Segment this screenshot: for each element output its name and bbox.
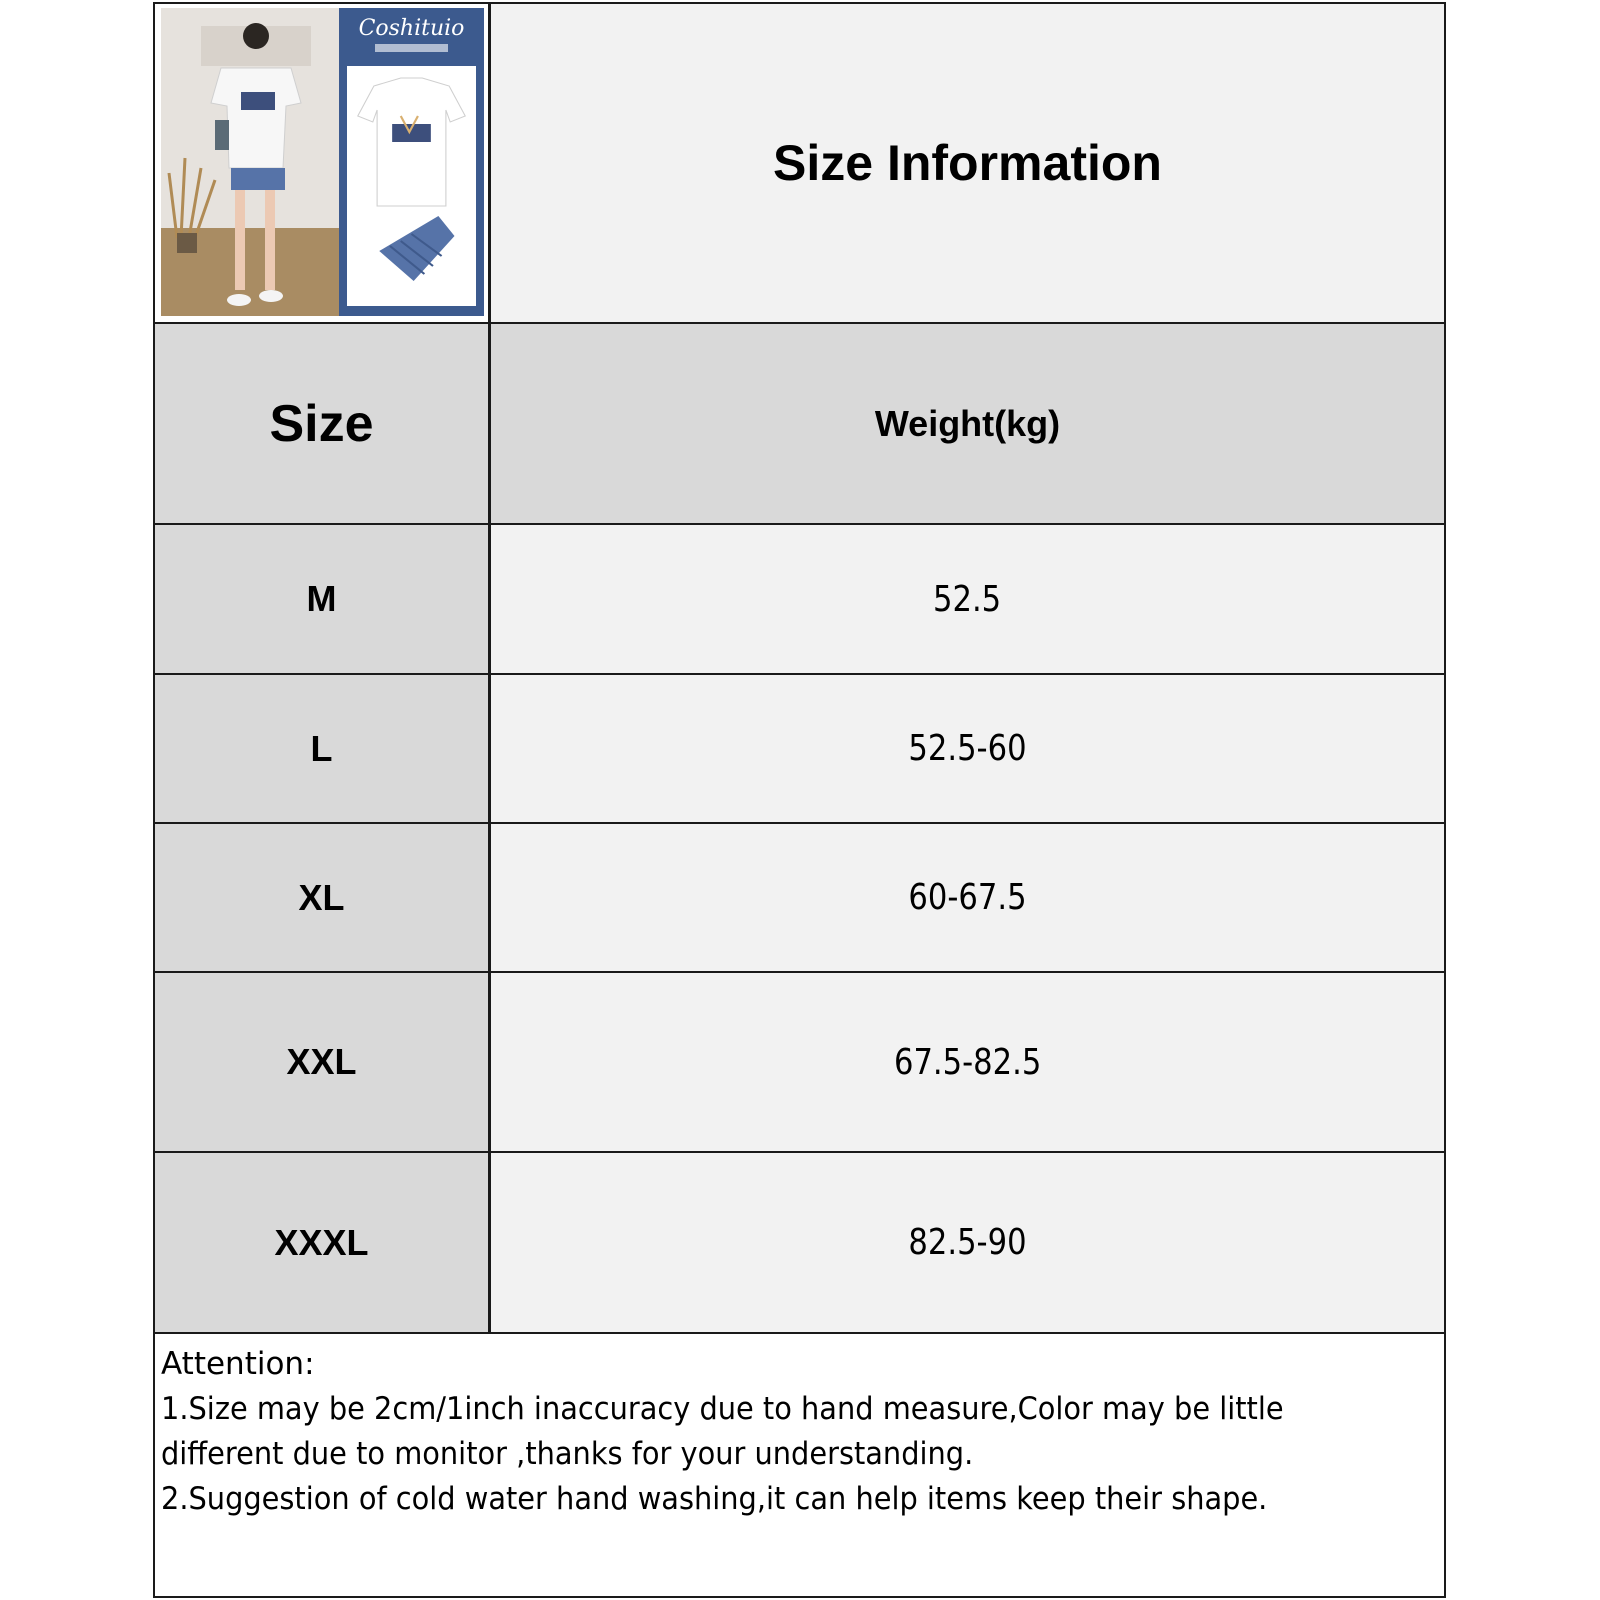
size-header-label: Size <box>269 394 374 453</box>
size-value: M <box>306 578 337 619</box>
column-header-row <box>155 324 1444 525</box>
notes-line-2: different due to monitor ,thanks for your understanding. <box>161 1436 974 1472</box>
header-row <box>155 4 1444 324</box>
weight-cell <box>491 1153 1444 1332</box>
weight-value: 67.5-82.5 <box>893 1041 1042 1083</box>
size-cell <box>155 525 491 673</box>
product-photo <box>161 8 484 316</box>
product-items-illustration <box>347 66 476 306</box>
notes-heading: Attention: <box>161 1346 315 1382</box>
attention-notes <box>155 1334 1444 1596</box>
size-value: L <box>310 727 333 769</box>
size-cell <box>155 824 491 971</box>
size-chart-sheet <box>153 2 1446 1598</box>
weight-cell <box>491 824 1444 971</box>
title-cell <box>491 4 1444 322</box>
size-value: XXXL <box>274 1221 369 1263</box>
brand-subtitle-bar <box>375 44 448 52</box>
weight-value: 82.5-90 <box>908 1222 1027 1263</box>
size-column-header <box>155 324 491 523</box>
page-title: Size Information <box>773 135 1162 191</box>
brand-logo: Coshituio <box>358 16 465 41</box>
size-value: XXL <box>286 1041 357 1082</box>
table-row <box>155 973 1444 1153</box>
weight-cell <box>491 675 1444 822</box>
weight-value: 52.5 <box>933 578 1002 620</box>
size-cell <box>155 675 491 822</box>
notes-line-1: 1.Size may be 2cm/1inch inaccuracy due to hand measure,Color may be little <box>161 1391 1284 1427</box>
table-row <box>155 525 1444 675</box>
table-row <box>155 824 1444 973</box>
model-illustration <box>161 8 339 316</box>
weight-cell <box>491 525 1444 673</box>
model-photo <box>161 8 339 316</box>
size-cell <box>155 1153 491 1332</box>
product-image-cell <box>155 4 491 322</box>
product-card <box>347 66 476 306</box>
product-panel <box>339 8 484 316</box>
weight-value: 52.5-60 <box>908 728 1027 769</box>
size-cell <box>155 973 491 1151</box>
size-value: XL <box>298 876 345 918</box>
weight-header-label: Weight(kg) <box>874 402 1061 444</box>
table-row <box>155 675 1444 824</box>
table-row <box>155 1153 1444 1334</box>
notes-line-3: 2.Suggestion of cold water hand washing,it can help items keep their shape. <box>161 1481 1268 1517</box>
weight-value: 60-67.5 <box>908 877 1027 918</box>
weight-column-header <box>491 324 1444 523</box>
weight-cell <box>491 973 1444 1151</box>
